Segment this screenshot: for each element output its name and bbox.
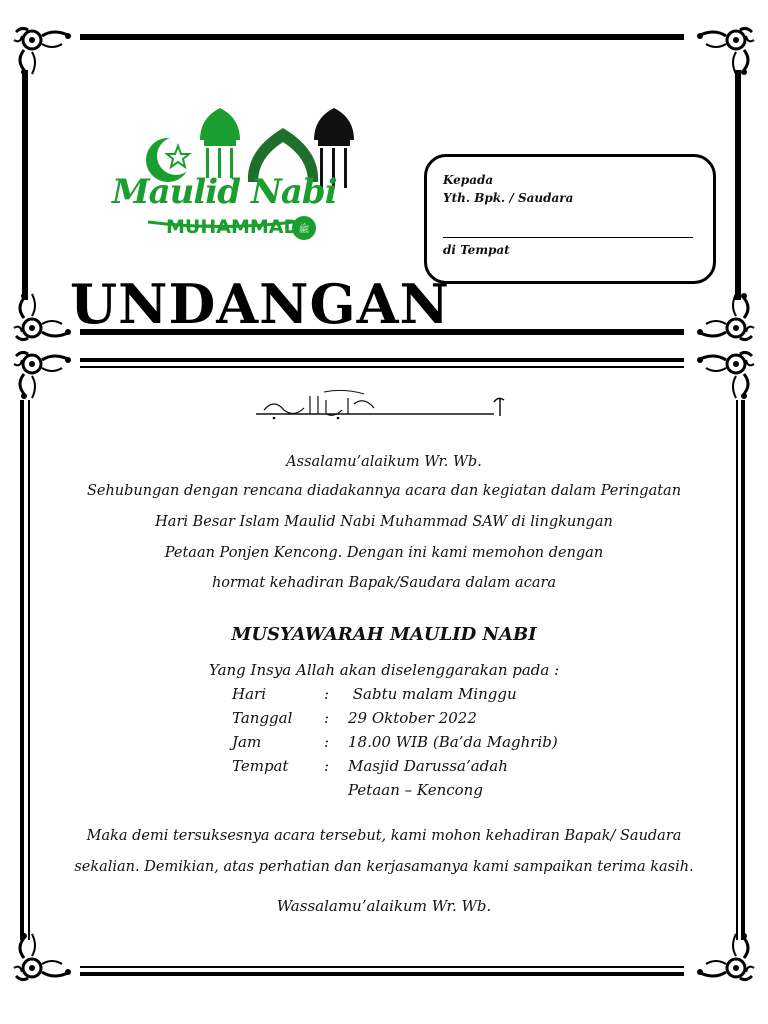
- logo-word-maulid-nabi: Maulid Nabi: [112, 172, 337, 212]
- address-line-kepada: Kepada: [443, 173, 494, 187]
- detail-value: Petaan – Kencong: [348, 781, 483, 799]
- maulid-nabi-logo: [108, 100, 368, 250]
- farewell: Wassalamu’alaikum Wr. Wb.: [276, 897, 492, 915]
- paragraph-line: hormat kehadiran Bapak/Saudara dalam acara: [211, 575, 557, 591]
- address-blank-line: [443, 237, 693, 238]
- detail-colon: :: [324, 733, 330, 751]
- closing-line: Maka demi tersuksesnya acara tersebut, kami mohon kehadiran Bapak/ Saudara: [86, 828, 682, 844]
- detail-value: Sabtu malam Minggu: [348, 685, 517, 703]
- address-line-place: di Tempat: [443, 243, 510, 257]
- corner-ornament-icon: [12, 350, 76, 402]
- corner-ornament-icon: [12, 26, 76, 78]
- detail-label: Tempat: [232, 757, 289, 775]
- corner-ornament-icon: [692, 930, 756, 982]
- detail-label: Tanggal: [232, 709, 293, 727]
- corner-ornament-icon: [12, 930, 76, 982]
- paragraph-line: Sehubungan dengan rencana diadakannya acara dan kegiatan dalam Peringatan: [86, 483, 682, 499]
- detail-value: Masjid Darussa’adah: [348, 757, 508, 775]
- logo-word-muhammad: MUHAMMAD: [166, 216, 300, 238]
- corner-ornament-icon: [692, 290, 756, 342]
- detail-label: Jam: [232, 733, 262, 751]
- detail-label: Hari: [232, 685, 266, 703]
- detail-value: 18.00 WIB (Ba’da Maghrib): [348, 733, 558, 751]
- top-frame-left-border: [22, 70, 28, 300]
- paragraph-line: Petaan Ponjen Kencong. Dengan ini kami memohon dengan: [164, 545, 604, 561]
- address-box: [424, 154, 716, 284]
- bismillah-calligraphy-icon: [254, 388, 506, 422]
- detail-colon: :: [324, 757, 330, 775]
- event-intro: Yang Insya Allah akan diselenggarakan pada :: [208, 661, 560, 679]
- paragraph-line: Hari Besar Islam Maulid Nabi Muhammad SAW di lingkungan: [155, 514, 613, 530]
- bottom-frame-top-border: [80, 358, 684, 362]
- address-line-recipient: Yth. Bpk. / Saudara: [443, 191, 574, 205]
- corner-ornament-icon: [692, 26, 756, 78]
- event-name: MUSYAWARAH MAULID NABI: [231, 624, 537, 645]
- closing-line: sekalian. Demikian, atas perhatian dan kerjasamanya kami sampaikan terima kasih.: [74, 859, 694, 875]
- corner-ornament-icon: [12, 290, 76, 342]
- greeting: Assalamu’alaikum Wr. Wb.: [286, 454, 482, 470]
- bottom-frame-bottom-border: [80, 972, 684, 976]
- page-title: UNDANGAN: [70, 272, 450, 336]
- top-frame-top-border: [80, 34, 684, 40]
- corner-ornament-icon: [692, 350, 756, 402]
- detail-colon: :: [324, 685, 330, 703]
- top-frame-right-border: [735, 70, 741, 300]
- detail-colon: :: [324, 709, 330, 727]
- svg-text:ﷺ: ﷺ: [298, 225, 310, 235]
- bottom-frame-top-border-inner: [80, 366, 684, 368]
- bottom-frame-bottom-border-inner: [80, 966, 684, 968]
- detail-value: 29 Oktober 2022: [348, 709, 477, 727]
